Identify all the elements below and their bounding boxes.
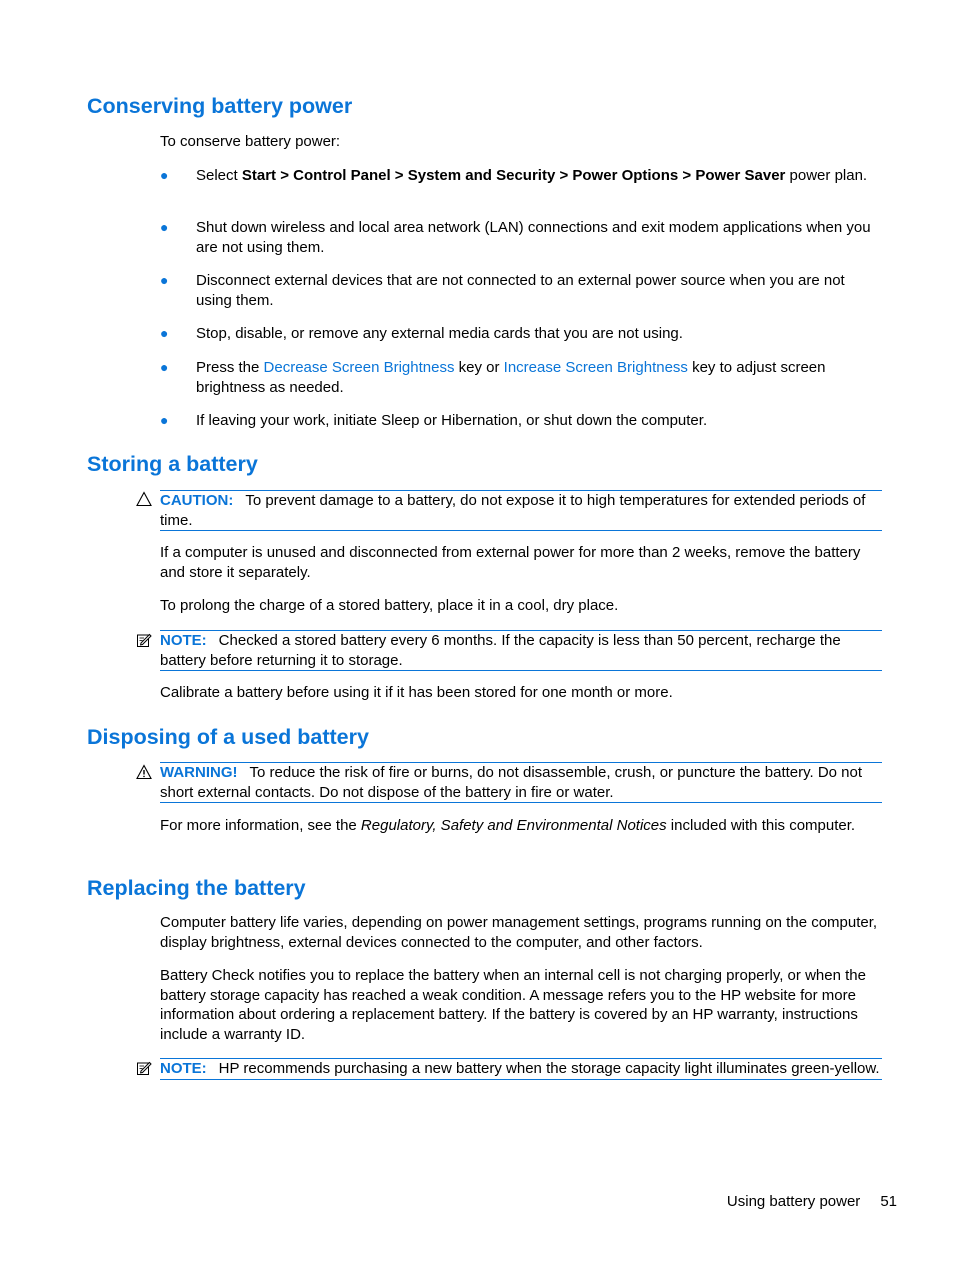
replacing-paragraph: Computer battery life varies, depending on power management settings, programs running on the computer, display brightness, external devices connected to the computer, and other factors.	[160, 914, 878, 951]
replacing-paragraph: Battery Check notifies you to replace the battery when an internal cell is not charging properly, or when the battery storage capacity has reached a weak condition. A message refers you to the HP website for more information about ordering a replacement battery. If the battery is covered by an HP warranty, instructions include a warranty ID.	[160, 967, 866, 1043]
note-pencil-icon	[136, 1060, 152, 1076]
bullet-icon: ●	[160, 272, 169, 288]
page-number: 51	[880, 1193, 897, 1210]
note-pencil-icon	[136, 632, 152, 648]
bullet-icon: ●	[160, 167, 169, 183]
bullet-text: If leaving your work, initiate Sleep or Hibernation, or shut down the computer.	[196, 412, 708, 429]
link-decrease-screen-brightness[interactable]: Decrease Screen Brightness	[263, 359, 455, 376]
bullet-text: Stop, disable, or remove any external media cards that you are not using.	[196, 325, 683, 342]
warning-text: WARNING! To reduce the risk of fire or burns, do not disassemble, crush, or puncture the battery. Do not short external contacts. Do not dispose of the battery in fire or water.	[160, 764, 863, 801]
bullet-icon: ●	[160, 219, 169, 235]
bullet-text: Press the Decrease Screen Brightness key or Increase Screen Brightness key to adjust screen brightness as needed.	[196, 359, 826, 396]
page-footer	[600, 1192, 897, 1212]
bullet-text: Shut down wireless and local area network (LAN) connections and exit modem applications when you are not using them.	[196, 219, 871, 256]
footer-chapter-title: Using battery power	[726, 1193, 861, 1210]
warning-triangle-icon	[136, 764, 152, 780]
heading-conserving-battery-power: Conserving battery power	[87, 94, 353, 118]
link-increase-screen-brightness[interactable]: Increase Screen Brightness	[503, 359, 688, 376]
menu-path: Start > Control Panel > System and Security > Power Options > Power Saver	[241, 167, 786, 184]
note-text: NOTE: Checked a stored battery every 6 months. If the capacity is less than 50 percent, recharge the battery before returning it to storage.	[160, 632, 841, 669]
bullet-icon: ●	[160, 412, 169, 428]
disposing-paragraph: For more information, see the Regulatory, Safety and Environmental Notices included with this computer.	[160, 817, 856, 834]
note-callout	[160, 1058, 882, 1080]
bullet-icon: ●	[160, 325, 169, 341]
bullet-text: Disconnect external devices that are not connected to an external power source when you are not using them.	[196, 272, 845, 309]
note-callout	[160, 630, 882, 671]
caution-triangle-icon	[136, 491, 152, 507]
note-label: NOTE:	[160, 632, 207, 649]
warning-callout	[160, 762, 882, 803]
note-text: NOTE: HP recommends purchasing a new battery when the storage capacity light illuminates green-yellow.	[160, 1060, 880, 1077]
caution-text: CAUTION: To prevent damage to a battery, do not expose it to high temperatures for extended periods of time.	[160, 492, 866, 529]
bullet-text: Select Start > Control Panel > System and Security > Power Options > Power Saver power plan.	[196, 167, 868, 184]
bullet-icon: ●	[160, 359, 169, 375]
note-label: NOTE:	[160, 1060, 207, 1077]
caution-callout	[160, 490, 882, 531]
heading-storing-a-battery: Storing a battery	[87, 452, 258, 476]
storing-paragraph: If a computer is unused and disconnected from external power for more than 2 weeks, remove the battery and store it separately.	[160, 544, 861, 581]
heading-disposing-of-a-used-battery: Disposing of a used battery	[87, 725, 369, 749]
warning-label: WARNING!	[160, 764, 238, 781]
storing-paragraph: Calibrate a battery before using it if it has been stored for one month or more.	[160, 684, 673, 701]
notices-title: Regulatory, Safety and Environmental Notices	[360, 817, 667, 834]
caution-label: CAUTION:	[160, 492, 234, 509]
storing-paragraph: To prolong the charge of a stored battery, place it in a cool, dry place.	[160, 597, 619, 614]
heading-replacing-the-battery: Replacing the battery	[87, 876, 306, 900]
conserving-intro: To conserve battery power:	[160, 133, 341, 150]
